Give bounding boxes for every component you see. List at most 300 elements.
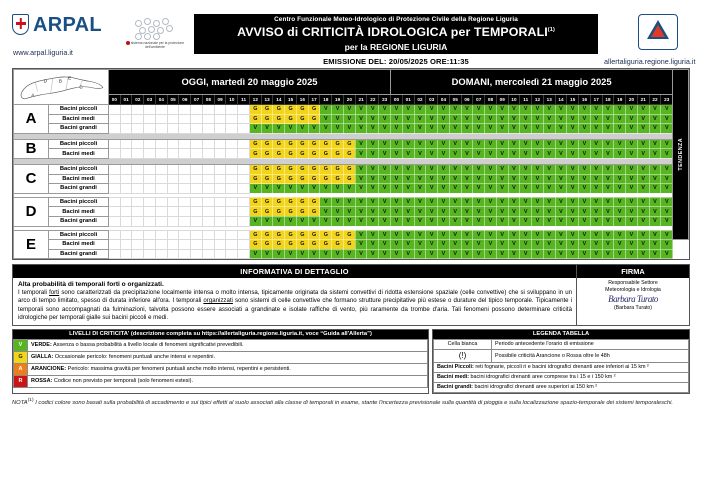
legend-level-desc: ROSSA: Codice non previsto per temporali (solo fenomeni estesi). <box>28 375 428 387</box>
criticality-cell: V <box>320 207 332 217</box>
criticality-cell: V <box>579 184 591 194</box>
criticality-cell: V <box>637 124 649 134</box>
criticality-cell: V <box>614 139 626 149</box>
criticality-cell <box>132 114 144 124</box>
criticality-cell: G <box>320 240 332 250</box>
criticality-cell <box>238 124 250 134</box>
criticality-cell: V <box>626 124 638 134</box>
criticality-cell: V <box>567 105 579 115</box>
criticality-cell <box>191 139 203 149</box>
criticality-cell <box>202 230 214 240</box>
criticality-cell: V <box>449 230 461 240</box>
criticality-cell: V <box>496 149 508 159</box>
criticality-cell: V <box>485 207 497 217</box>
criticality-cell: V <box>332 207 344 217</box>
criticality-cell <box>155 114 167 124</box>
criticality-cell: V <box>355 124 367 134</box>
criticality-cell <box>155 230 167 240</box>
criticality-cell: V <box>449 124 461 134</box>
criticality-cell: G <box>285 164 297 174</box>
criticality-cell: G <box>332 174 344 184</box>
criticality-cell: V <box>355 164 367 174</box>
criticality-cell <box>155 184 167 194</box>
zone-row <box>14 240 689 250</box>
criticality-cell: V <box>649 197 661 207</box>
criticality-cell: V <box>367 197 379 207</box>
criticality-cell <box>120 207 132 217</box>
criticality-cell: V <box>508 230 520 240</box>
criticality-cell: G <box>285 240 297 250</box>
criticality-cell <box>214 184 226 194</box>
criticality-cell: V <box>602 114 614 124</box>
criticality-cell: V <box>355 249 367 259</box>
criticality-cell: V <box>391 164 403 174</box>
criticality-cell: V <box>367 249 379 259</box>
criticality-cell: V <box>602 207 614 217</box>
criticality-cell: V <box>355 207 367 217</box>
criticality-cell: G <box>249 174 261 184</box>
criticality-cell: V <box>355 174 367 184</box>
criticality-cell: V <box>602 240 614 250</box>
criticality-cell: V <box>343 216 355 226</box>
criticality-cell: V <box>637 114 649 124</box>
criticality-cell <box>120 230 132 240</box>
criticality-cell: V <box>626 240 638 250</box>
criticality-cell: V <box>637 149 649 159</box>
criticality-cell: V <box>273 124 285 134</box>
criticality-cell: V <box>438 149 450 159</box>
criticality-cell: V <box>520 249 532 259</box>
criticality-cell <box>108 114 120 124</box>
legend-table-key: (!) <box>434 349 492 362</box>
criticality-cell: V <box>379 174 391 184</box>
hour-header-today-11: 11 <box>238 94 250 105</box>
criticality-cell: V <box>567 216 579 226</box>
criticality-cell <box>144 139 156 149</box>
criticality-cell: V <box>532 139 544 149</box>
criticality-cell: V <box>485 230 497 240</box>
criticality-cell: V <box>496 216 508 226</box>
criticality-cell: V <box>555 174 567 184</box>
criticality-cell <box>167 164 179 174</box>
criticality-cell: V <box>485 184 497 194</box>
svg-text:B: B <box>58 78 62 84</box>
criticality-cell: V <box>308 124 320 134</box>
criticality-cell: V <box>379 216 391 226</box>
criticality-cell: G <box>343 164 355 174</box>
day-header-tomorrow: DOMANI, mercoledì 21 maggio 2025 <box>391 70 673 95</box>
criticality-cell: V <box>614 184 626 194</box>
criticality-cell <box>179 184 191 194</box>
legend-table-desc: Periodo antecedente l'orario di emissione <box>492 339 689 349</box>
legend-swatch-G: G <box>14 351 28 363</box>
criticality-cell: G <box>308 240 320 250</box>
criticality-cell: V <box>555 197 567 207</box>
criticality-cell: V <box>567 164 579 174</box>
criticality-cell: V <box>508 174 520 184</box>
criticality-cell: V <box>473 184 485 194</box>
hour-header-tomorrow-08: 08 <box>485 94 497 105</box>
criticality-cell <box>191 114 203 124</box>
criticality-cell: V <box>461 105 473 115</box>
criticality-cell <box>144 105 156 115</box>
criticality-cell: V <box>590 216 602 226</box>
criticality-cell: V <box>520 114 532 124</box>
basin-label: Bacini piccoli <box>49 197 109 207</box>
criticality-cell: V <box>590 230 602 240</box>
basin-label: Bacini piccoli <box>49 230 109 240</box>
title-column <box>188 14 604 66</box>
criticality-cell <box>167 207 179 217</box>
basin-label: Bacini medi <box>49 114 109 124</box>
criticality-cell: V <box>543 105 555 115</box>
criticality-cell: V <box>461 114 473 124</box>
criticality-cell: G <box>308 139 320 149</box>
criticality-cell: V <box>355 197 367 207</box>
criticality-cell <box>108 230 120 240</box>
hour-header-tomorrow-03: 03 <box>426 94 438 105</box>
criticality-cell: V <box>661 207 673 217</box>
criticality-cell: V <box>661 149 673 159</box>
criticality-cell <box>144 249 156 259</box>
criticality-cell: V <box>485 249 497 259</box>
criticality-cell <box>120 184 132 194</box>
hour-header-today-09: 09 <box>214 94 226 105</box>
arpal-wordmark: ARPAL <box>33 13 102 36</box>
criticality-cell: V <box>402 216 414 226</box>
criticality-cell <box>238 105 250 115</box>
firma-body <box>577 278 689 313</box>
criticality-cell: V <box>567 114 579 124</box>
criticality-cell: V <box>414 105 426 115</box>
criticality-cell: V <box>426 174 438 184</box>
criticality-cell <box>108 174 120 184</box>
criticality-cell: V <box>367 216 379 226</box>
criticality-cell: V <box>614 124 626 134</box>
criticality-cell: V <box>543 139 555 149</box>
criticality-cell <box>238 164 250 174</box>
criticality-cell: V <box>567 174 579 184</box>
criticality-cell: V <box>461 174 473 184</box>
criticality-cell: V <box>637 240 649 250</box>
legend-table-key: Cella bianca <box>434 339 492 349</box>
snpa-logo <box>122 18 188 50</box>
criticality-cell: V <box>343 105 355 115</box>
criticality-cell: V <box>485 139 497 149</box>
criticality-cell: V <box>532 240 544 250</box>
criticality-cell: V <box>508 105 520 115</box>
criticality-cell: G <box>261 149 273 159</box>
criticality-cell: V <box>449 174 461 184</box>
criticality-cell: V <box>473 197 485 207</box>
criticality-cell: V <box>590 240 602 250</box>
criticality-cell: V <box>567 230 579 240</box>
svg-text:D: D <box>43 78 47 84</box>
criticality-cell: V <box>402 197 414 207</box>
criticality-cell: V <box>438 230 450 240</box>
criticality-cell <box>214 174 226 184</box>
criticality-cell: V <box>579 216 591 226</box>
criticality-cell: V <box>461 230 473 240</box>
criticality-cell: V <box>449 197 461 207</box>
criticality-cell <box>108 124 120 134</box>
criticality-cell: V <box>461 149 473 159</box>
criticality-cell: V <box>508 197 520 207</box>
criticality-cell <box>144 230 156 240</box>
criticality-cell: V <box>391 207 403 217</box>
header-title-text: AVVISO di CRITICITÀ IDROLOGICA per TEMPORALI <box>237 25 548 39</box>
criticality-cell: V <box>426 240 438 250</box>
criticality-cell: V <box>343 184 355 194</box>
criticality-cell: V <box>473 230 485 240</box>
criticality-cell: V <box>661 174 673 184</box>
zone-row <box>14 184 689 194</box>
criticality-cell: V <box>508 240 520 250</box>
criticality-cell: V <box>590 105 602 115</box>
criticality-cell <box>191 105 203 115</box>
criticality-cell <box>226 249 238 259</box>
zone-label-b: B <box>14 139 49 158</box>
criticality-cell <box>191 124 203 134</box>
zone-row <box>14 124 689 134</box>
criticality-cell <box>167 124 179 134</box>
criticality-cell: V <box>602 124 614 134</box>
criticality-cell: V <box>555 124 567 134</box>
nota-footer <box>12 398 690 408</box>
criticality-cell: V <box>391 105 403 115</box>
svg-text:C: C <box>79 84 83 90</box>
criticality-cell <box>202 164 214 174</box>
criticality-cell <box>179 249 191 259</box>
criticality-cell: V <box>426 207 438 217</box>
criticality-cell: V <box>602 149 614 159</box>
criticality-cell: V <box>379 105 391 115</box>
criticality-cell: V <box>532 184 544 194</box>
zone-row <box>14 174 689 184</box>
hour-header-tomorrow-04: 04 <box>438 94 450 105</box>
criticality-cell <box>179 207 191 217</box>
criticality-cell: V <box>543 216 555 226</box>
criticality-cell <box>179 230 191 240</box>
tendenza-label: TENDENZA <box>677 138 684 171</box>
criticality-cell: V <box>590 124 602 134</box>
criticality-cell <box>167 105 179 115</box>
arpal-url[interactable]: www.arpal.liguria.it <box>13 48 73 57</box>
criticality-cell: V <box>532 164 544 174</box>
criticality-cell: V <box>355 240 367 250</box>
criticality-cell: V <box>543 164 555 174</box>
criticality-cell: V <box>391 124 403 134</box>
hour-header-today-13: 13 <box>261 94 273 105</box>
criticality-cell: V <box>614 207 626 217</box>
criticality-cell: V <box>508 184 520 194</box>
criticality-cell <box>132 207 144 217</box>
hour-header-tomorrow-20: 20 <box>626 94 638 105</box>
criticality-cell: V <box>532 124 544 134</box>
hour-header-today-06: 06 <box>179 94 191 105</box>
body-part-1: I temporali <box>18 289 50 297</box>
criticality-cell: G <box>296 230 308 240</box>
criticality-cell: G <box>296 149 308 159</box>
criticality-cell: V <box>649 164 661 174</box>
criticality-cell: V <box>355 184 367 194</box>
legend-table-row <box>434 339 689 349</box>
criticality-cell: V <box>426 164 438 174</box>
criticality-cell: G <box>249 164 261 174</box>
legend-basin-def: Bacini medi: bacini idrografici drenanti aree comprese tra i 15 e i 150 km ² <box>434 372 689 382</box>
criticality-cell: G <box>285 174 297 184</box>
criticality-cell: V <box>567 240 579 250</box>
basin-label: Bacini medi <box>49 240 109 250</box>
criticality-cell <box>238 230 250 240</box>
criticality-cell: V <box>473 207 485 217</box>
criticality-cell: V <box>426 114 438 124</box>
criticality-cell: V <box>414 174 426 184</box>
criticality-cell <box>120 197 132 207</box>
hour-header-today-17: 17 <box>308 94 320 105</box>
criticality-cell <box>120 216 132 226</box>
criticality-cell: V <box>532 105 544 115</box>
allerta-url[interactable]: allertaliguria.regione.liguria.it <box>604 57 696 66</box>
criticality-cell: V <box>414 149 426 159</box>
criticality-cell <box>226 197 238 207</box>
criticality-cell <box>238 184 250 194</box>
criticality-cell: V <box>649 114 661 124</box>
criticality-cell: V <box>414 216 426 226</box>
criticality-cell: V <box>414 114 426 124</box>
criticality-cell: V <box>332 249 344 259</box>
criticality-cell: V <box>590 207 602 217</box>
criticality-cell: G <box>261 207 273 217</box>
criticality-cell: G <box>285 197 297 207</box>
hour-header-tomorrow-18: 18 <box>602 94 614 105</box>
criticality-cell: V <box>461 197 473 207</box>
criticality-cell: G <box>273 105 285 115</box>
criticality-cell <box>108 207 120 217</box>
criticality-cell <box>238 149 250 159</box>
criticality-cell: G <box>332 240 344 250</box>
criticality-cell: G <box>296 139 308 149</box>
hour-header-tomorrow-06: 06 <box>461 94 473 105</box>
criticality-cell: V <box>637 249 649 259</box>
criticality-cell: V <box>391 114 403 124</box>
criticality-cell <box>120 114 132 124</box>
liguria-map-image <box>15 71 107 103</box>
criticality-cell: V <box>532 216 544 226</box>
criticality-cell: V <box>426 230 438 240</box>
criticality-cell: V <box>296 249 308 259</box>
criticality-cell: V <box>649 230 661 240</box>
criticality-cell: V <box>332 197 344 207</box>
criticality-cell: V <box>661 240 673 250</box>
criticality-cell: V <box>614 114 626 124</box>
criticality-cell <box>120 139 132 149</box>
criticality-cell: V <box>367 139 379 149</box>
brand-column <box>12 14 122 57</box>
hour-header-today-20: 20 <box>343 94 355 105</box>
criticality-cell <box>238 197 250 207</box>
criticality-cell <box>179 197 191 207</box>
criticality-cell: V <box>520 207 532 217</box>
criticality-cell <box>132 124 144 134</box>
criticality-cell: V <box>426 139 438 149</box>
criticality-cell <box>108 184 120 194</box>
criticality-cell: G <box>320 230 332 240</box>
criticality-cell: G <box>273 230 285 240</box>
criticality-cell: V <box>343 124 355 134</box>
criticality-cell: G <box>296 105 308 115</box>
criticality-cell: G <box>261 197 273 207</box>
criticality-cell: V <box>296 124 308 134</box>
zone-row <box>14 249 689 259</box>
criticality-cell: G <box>249 139 261 149</box>
criticality-cell: V <box>532 249 544 259</box>
criticality-cell: V <box>567 149 579 159</box>
basin-label: Bacini medi <box>49 174 109 184</box>
criticality-cell: V <box>602 164 614 174</box>
criticality-cell <box>202 139 214 149</box>
criticality-cell: V <box>273 249 285 259</box>
criticality-cell: V <box>367 184 379 194</box>
criticality-cell: V <box>414 249 426 259</box>
criticality-cell <box>179 240 191 250</box>
criticality-cell: V <box>496 240 508 250</box>
criticality-cell: V <box>485 197 497 207</box>
criticality-cell: V <box>590 184 602 194</box>
criticality-cell: V <box>249 216 261 226</box>
criticality-cell <box>191 174 203 184</box>
criticality-cell: V <box>485 174 497 184</box>
criticality-cell <box>202 197 214 207</box>
criticality-cell <box>226 240 238 250</box>
criticality-cell: G <box>285 230 297 240</box>
criticality-cell: V <box>285 184 297 194</box>
criticality-cell: V <box>579 114 591 124</box>
criticality-cell: V <box>508 249 520 259</box>
criticality-cell: V <box>332 105 344 115</box>
hour-header-today-03: 03 <box>144 94 156 105</box>
criticality-cell: V <box>320 249 332 259</box>
criticality-cell: V <box>543 249 555 259</box>
criticality-cell: V <box>555 216 567 226</box>
criticality-cell: V <box>520 164 532 174</box>
criticality-cell: V <box>485 114 497 124</box>
criticality-cell: V <box>426 249 438 259</box>
zone-label-d: D <box>14 197 49 226</box>
criticality-cell <box>120 240 132 250</box>
criticality-cell: V <box>661 139 673 149</box>
criticality-cell: V <box>626 139 638 149</box>
informativa-title: INFORMATIVA DI DETTAGLIO <box>13 265 576 278</box>
criticality-cell <box>132 216 144 226</box>
zone-row <box>14 149 689 159</box>
hour-header-today-01: 01 <box>120 94 132 105</box>
zone-row <box>14 114 689 124</box>
criticality-cell: V <box>438 124 450 134</box>
criticality-cell <box>120 149 132 159</box>
criticality-cell <box>132 197 144 207</box>
criticality-cell <box>132 149 144 159</box>
svg-text:A: A <box>31 92 35 98</box>
zone-row <box>14 216 689 226</box>
criticality-cell: V <box>438 164 450 174</box>
criticality-cell: V <box>367 114 379 124</box>
legend-swatch-V: V <box>14 339 28 351</box>
criticality-cell: V <box>567 139 579 149</box>
criticality-cell: V <box>426 149 438 159</box>
criticality-cell: V <box>391 149 403 159</box>
basin-label: Bacini piccoli <box>49 139 109 149</box>
